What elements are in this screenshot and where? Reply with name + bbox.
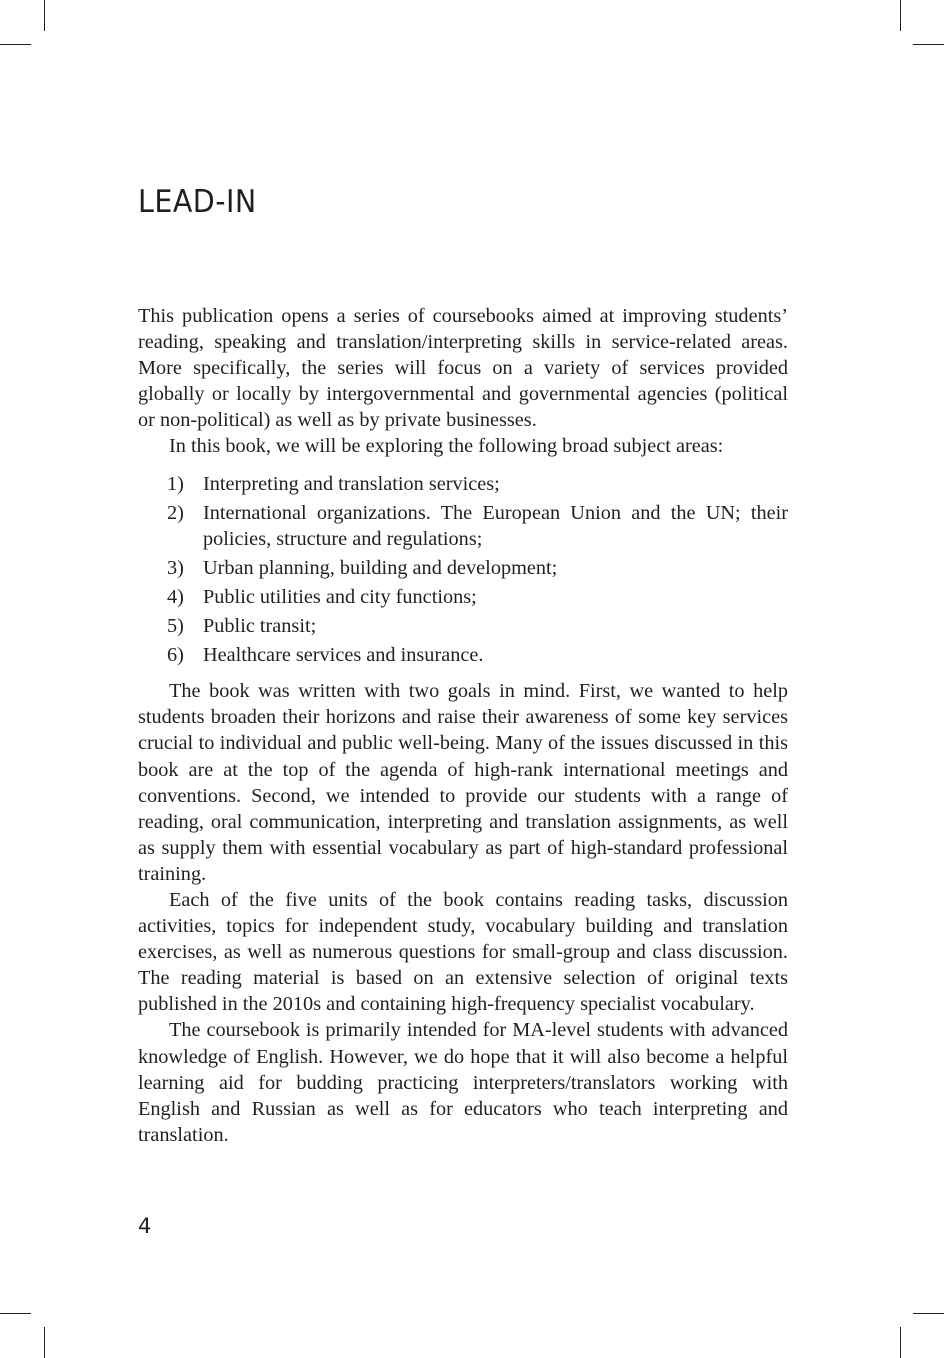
crop-mark [0, 44, 31, 45]
list-text: Public utilities and city functions; [203, 585, 477, 608]
list-number: 4) [167, 585, 184, 608]
paragraph: In this book, we will be exploring the following broad subject areas: [169, 435, 724, 458]
crop-mark [913, 1313, 944, 1314]
list-text: Healthcare services and insurance. [203, 644, 484, 667]
list-number: 3) [167, 556, 184, 579]
list-item [138, 500, 788, 552]
list-number: 1) [167, 472, 184, 495]
crop-mark [44, 1327, 45, 1358]
paragraph: The coursebook is primarily intended for MA-level students with advanced knowledge of English. However, we do hope that it will also become a helpful learning aid for budding practicing interpreters/translators working with English and Russian as well as for educators who teach interpreting and translation. [138, 1019, 788, 1146]
crop-mark [900, 0, 901, 31]
paragraph: Each of the five units of the book contains reading tasks, discussion activities, topics for independent study, vocabulary building and translation exercises, as well as numerous questions for small-group and class discussion. The reading material is based on an extensive selection of original texts published in the 2010s and containing high-frequency specialist vocabulary. [138, 888, 788, 1016]
list-item [138, 584, 788, 610]
list-number: 2) [167, 501, 184, 524]
list-text: Urban planning, building and development; [203, 556, 558, 579]
list-item [138, 642, 788, 668]
page-number: 4 [138, 1214, 152, 1238]
crop-mark [44, 0, 45, 31]
subject-list [138, 471, 788, 669]
page-title: LEAD-IN [138, 184, 257, 220]
list-item [138, 555, 788, 581]
crop-mark [900, 1327, 901, 1358]
list-number: 5) [167, 615, 184, 638]
list-item [138, 471, 788, 497]
crop-mark [0, 1313, 31, 1314]
list-text: Public transit; [203, 615, 317, 638]
list-text: International organizations. The European Union and the UN; their policies, structure and regulations; [203, 501, 788, 550]
list-item [138, 613, 788, 639]
crop-mark [913, 44, 944, 45]
list-number: 6) [167, 644, 184, 667]
list-text: Interpreting and translation services; [203, 472, 500, 495]
paragraph: This publication opens a series of coursebooks aimed at improving students’ reading, speaking and translation/interpreting skills in service-related areas. More specifically, the series will focus on a variety of services provided globally or locally by intergovernmental and governmental agencies (political or non-political) as well as by private businesses. [138, 305, 788, 432]
body-text [138, 303, 788, 1148]
paragraph: The book was written with two goals in mind. First, we wanted to help students broaden their horizons and raise their awareness of some key services crucial to individual and public well-being. Many of the issues discussed in this book are at the top of the agenda of high-rank international meetings and conventions. Second, we intended to provide our students with a range of reading, oral communication, interpreting and translation assignments, as well as supply them with essential vocabulary as part of high-standard professional training. [138, 680, 788, 885]
